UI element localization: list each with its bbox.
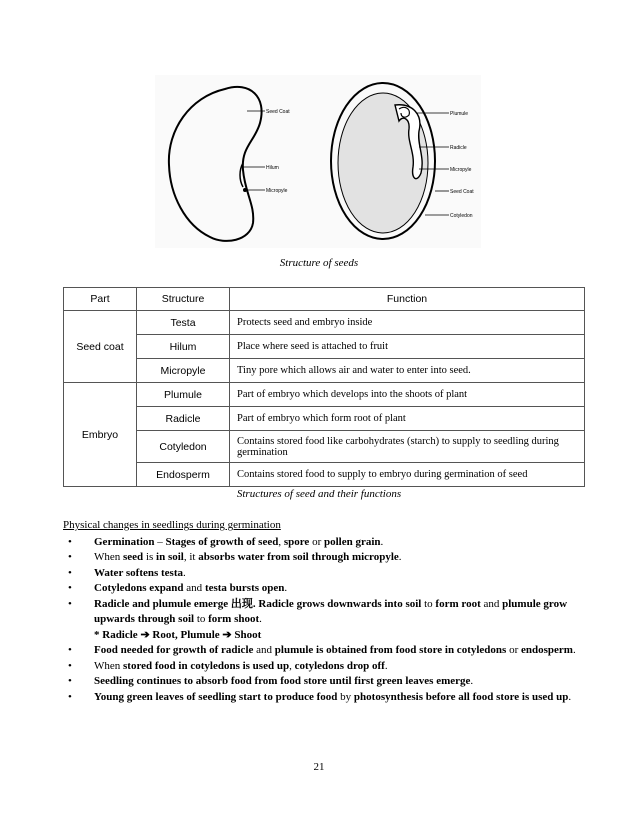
label-hilum: Hilum	[266, 165, 279, 171]
note-text: When	[94, 659, 124, 672]
note-text: form root	[435, 597, 481, 610]
list-item	[63, 674, 583, 690]
bullet-icon: •	[68, 597, 72, 610]
note-text: .	[384, 659, 388, 672]
note-text: * Radicle	[94, 628, 141, 641]
seed-structure-figure	[155, 75, 481, 248]
label-seed-coat-left: Seed Coat	[266, 109, 290, 115]
table-row	[64, 359, 585, 383]
structure-cell: Plumule	[137, 383, 230, 407]
note-text: .	[572, 644, 576, 656]
note-text: plumule grow upwards through soil	[94, 597, 568, 625]
note-text: Cotyledons expand	[94, 582, 184, 594]
function-cell: Part of embryo which form root of plant	[230, 407, 585, 431]
part-seed-coat: Seed coat	[64, 311, 137, 383]
label-plumule: Plumule	[450, 111, 469, 117]
label-micropyle-left: Micropyle	[266, 188, 288, 194]
note-text: plumule is obtained from food store in cotyledons	[274, 644, 507, 656]
figure-caption: Structure of seeds	[279, 257, 359, 269]
note-text: –	[154, 535, 166, 548]
note-text: is	[143, 551, 157, 563]
bullet-icon: •	[68, 566, 72, 579]
note-text: ,	[289, 659, 295, 672]
note-text: to	[194, 613, 209, 625]
note-text: absorbs water from soil through micropyle	[198, 551, 399, 563]
list-item	[63, 659, 583, 675]
note-text: .	[470, 675, 474, 687]
function-cell: Place where seed is attached to fruit	[230, 335, 585, 359]
note-text: Shoot	[231, 628, 262, 641]
table-row	[64, 335, 585, 359]
arrow-right-icon: ➔	[140, 628, 150, 641]
note-text: When	[94, 551, 124, 563]
note-text: Food needed for growth of radicle	[94, 644, 254, 656]
structure-cell: Hilum	[137, 335, 230, 359]
note-text: Germination	[94, 535, 155, 548]
note-text: Young green leaves of seedling start to produce food	[94, 690, 338, 703]
germination-notes	[63, 518, 583, 705]
label-seed-coat-right: Seed Coat	[450, 189, 474, 195]
table-row	[64, 431, 585, 463]
note-text: spore	[283, 535, 310, 548]
radicle-plumule-summary	[63, 628, 583, 644]
bullet-icon: •	[68, 690, 72, 703]
bullet-icon: •	[68, 644, 72, 656]
bullet-icon: •	[68, 535, 72, 548]
table-row	[64, 311, 585, 335]
note-text: Water softens testa	[94, 566, 183, 579]
note-text: .	[183, 566, 186, 579]
note-text: .	[398, 551, 402, 563]
header-part: Part	[64, 288, 137, 311]
function-cell: Contains stored food like carbohydrates (starch) to supply to seedling during germination	[230, 431, 585, 463]
note-text: seed	[123, 551, 144, 563]
note-text: , it	[183, 551, 199, 563]
function-cell: Part of embryo which develops into the shoots of plant	[230, 383, 585, 407]
structure-cell: Testa	[137, 311, 230, 335]
note-text: to	[421, 597, 436, 610]
table-row	[64, 407, 585, 431]
note-text: form shoot	[208, 613, 260, 625]
note-text: testa bursts open	[204, 582, 285, 594]
note-text: and	[253, 644, 275, 656]
list-item	[63, 550, 583, 566]
list-item	[63, 535, 583, 551]
table-row	[64, 463, 585, 487]
note-text: ,	[278, 535, 284, 548]
label-radicle: Radicle	[450, 145, 467, 151]
table-row	[64, 383, 585, 407]
note-text: or	[506, 644, 521, 656]
list-item	[63, 581, 583, 597]
structure-cell: Micropyle	[137, 359, 230, 383]
note-text: cotyledons drop off	[294, 659, 385, 672]
bullet-icon: •	[68, 659, 72, 672]
notes-list-continued	[63, 643, 583, 705]
notes-list	[63, 535, 583, 628]
note-text: by	[337, 690, 354, 703]
note-text: Seedling continues to absorb food from food store until first green leaves emerge	[94, 675, 471, 687]
function-cell: Tiny pore which allows air and water to enter into seed.	[230, 359, 585, 383]
structure-cell: Endosperm	[137, 463, 230, 487]
label-micropyle-right: Micropyle	[450, 167, 472, 173]
header-function: Function	[230, 288, 585, 311]
bullet-icon: •	[68, 675, 72, 687]
note-text: pollen grain	[323, 535, 381, 548]
notes-heading: Physical changes in seedlings during germination	[63, 519, 281, 531]
note-text: photosynthesis before all food store is used up	[353, 690, 569, 703]
arrow-right-icon: ➔	[222, 628, 232, 641]
list-item	[63, 643, 583, 659]
header-structure: Structure	[137, 288, 230, 311]
bullet-icon: •	[68, 582, 72, 594]
note-text: .	[259, 613, 262, 625]
page-number: 21	[313, 761, 325, 773]
part-embryo: Embryo	[64, 383, 137, 487]
note-text: Stages of growth of seed	[165, 535, 279, 548]
seed-structure-table	[63, 287, 585, 487]
note-text: stored food in cotyledons is used up	[123, 659, 290, 672]
table-caption: Structures of seed and their functions	[236, 488, 402, 500]
structure-cell: Cotyledon	[137, 431, 230, 463]
list-item	[63, 566, 583, 582]
list-item	[63, 597, 583, 628]
note-text: endosperm	[520, 644, 573, 656]
note-text: .	[380, 535, 384, 548]
label-cotyledon: Cotyledon	[450, 213, 473, 219]
note-text: and	[183, 582, 205, 594]
note-text: .	[568, 690, 572, 703]
function-cell: Protects seed and embryo inside	[230, 311, 585, 335]
function-cell: Contains stored food to supply to embryo during germination of seed	[230, 463, 585, 487]
note-text: and	[480, 597, 503, 610]
note-text: Root, Plumule	[149, 628, 223, 641]
structure-cell: Radicle	[137, 407, 230, 431]
note-text: .	[284, 582, 288, 594]
bullet-icon: •	[68, 551, 72, 563]
list-item	[63, 690, 583, 706]
table-header-row	[64, 288, 585, 311]
note-text: in soil	[156, 551, 184, 563]
note-text: Radicle and plumule emerge 出现. Radicle grows downwards into soil	[94, 597, 422, 610]
note-text: or	[309, 535, 324, 548]
